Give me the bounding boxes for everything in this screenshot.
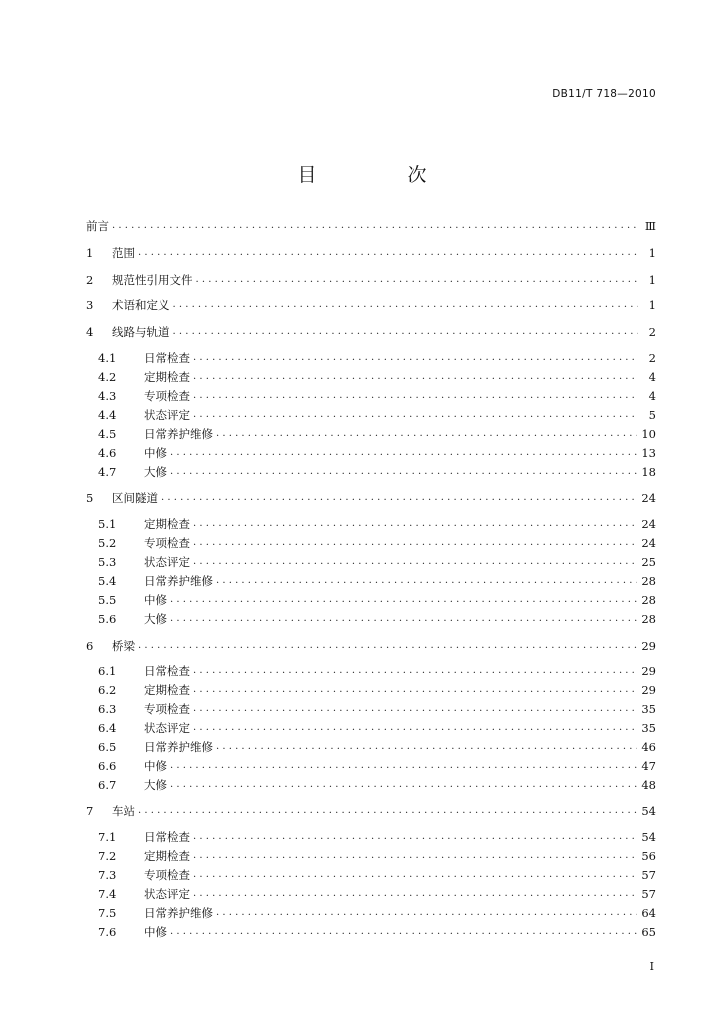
toc-leader-dots — [193, 662, 637, 680]
toc-entry-page: 4 — [648, 389, 656, 403]
toc-entry[interactable] — [86, 349, 656, 367]
toc-entry-number: 7.4 — [98, 887, 117, 901]
toc-entry-number: 6 — [86, 639, 94, 653]
toc-entry[interactable] — [86, 923, 656, 941]
toc-entry-title: 中修 — [144, 759, 167, 773]
toc-entry-page: 24 — [641, 491, 656, 505]
toc-leader-dots — [193, 847, 637, 865]
document-code: DB11/T 718—2010 — [552, 88, 656, 100]
toc-entry-number: 6.6 — [98, 759, 117, 773]
toc-entry-page: 28 — [641, 593, 656, 607]
toc-entry-page: 24 — [641, 536, 656, 550]
toc-entry[interactable] — [86, 217, 656, 235]
toc-entry-title: 定期检查 — [144, 370, 190, 384]
toc-entry[interactable] — [86, 444, 656, 462]
toc-entry[interactable] — [86, 515, 656, 533]
toc-entry[interactable] — [86, 406, 656, 424]
toc-entry[interactable] — [86, 425, 656, 443]
toc-entry[interactable] — [86, 885, 656, 903]
toc-entry-title: 规范性引用文件 — [112, 273, 193, 287]
toc-entry-page: 54 — [641, 830, 656, 844]
toc-leader-dots — [170, 757, 637, 775]
toc-entry-title: 大修 — [144, 778, 167, 792]
toc-entry-title: 区间隧道 — [112, 491, 158, 505]
toc-leader-dots — [170, 444, 637, 462]
toc-entry[interactable] — [86, 866, 656, 884]
toc-entry-number: 5.2 — [98, 536, 117, 550]
toc-entry-page: 35 — [641, 702, 656, 716]
toc-entry-page: 2 — [648, 325, 656, 339]
toc-leader-dots — [112, 217, 638, 235]
toc-leader-dots — [216, 572, 637, 590]
toc-entry-number: 7 — [86, 804, 94, 818]
toc-entry-page: 28 — [641, 612, 656, 626]
toc-entry-title: 大修 — [144, 612, 167, 626]
toc-entry[interactable] — [86, 463, 656, 481]
toc-entry-page: 13 — [641, 446, 656, 460]
toc-entry-title: 大修 — [144, 465, 167, 479]
toc-entry-title: 日常检查 — [144, 351, 190, 365]
toc-entry-page: 10 — [641, 427, 656, 441]
toc-entry-number: 7.5 — [98, 906, 117, 920]
toc-leader-dots — [193, 515, 637, 533]
toc-entry-number: 5.6 — [98, 612, 117, 626]
toc-entry-title: 状态评定 — [144, 887, 190, 901]
toc-leader-dots — [193, 681, 637, 699]
toc-leader-dots — [193, 700, 637, 718]
toc-leader-dots — [170, 776, 637, 794]
toc-entry[interactable] — [86, 847, 656, 865]
toc-entry[interactable] — [86, 244, 656, 262]
toc-entry-page: 64 — [641, 906, 656, 920]
toc-entry[interactable] — [86, 776, 656, 794]
toc-leader-dots — [216, 904, 637, 922]
toc-entry-title: 术语和定义 — [112, 298, 170, 312]
toc-entry-page: 65 — [641, 925, 656, 939]
toc-entry-title: 日常养护维修 — [144, 574, 213, 588]
toc-entry-title: 车站 — [112, 804, 135, 818]
toc-entry-page: 57 — [641, 887, 656, 901]
toc-entry-title: 日常检查 — [144, 664, 190, 678]
toc-leader-dots — [170, 923, 637, 941]
toc-entry-title: 前言 — [86, 219, 109, 233]
toc-entry-title: 中修 — [144, 925, 167, 939]
toc-entry-title: 中修 — [144, 593, 167, 607]
toc-entry-page: 48 — [641, 778, 656, 792]
toc-entry-title: 定期检查 — [144, 849, 190, 863]
toc-entry[interactable] — [86, 637, 656, 655]
toc-entry-number: 7.1 — [98, 830, 117, 844]
toc-entry-number: 6.7 — [98, 778, 117, 792]
toc-leader-dots — [193, 349, 638, 367]
toc-entry-title: 专项检查 — [144, 536, 190, 550]
toc-entry-number: 6.2 — [98, 683, 117, 697]
toc-entry-page: 54 — [641, 804, 656, 818]
toc-entry[interactable] — [86, 738, 656, 756]
toc-entry[interactable] — [86, 681, 656, 699]
toc-entry-number: 6.1 — [98, 664, 117, 678]
toc-entry-page: 1 — [648, 298, 656, 312]
toc-leader-dots — [170, 591, 637, 609]
toc-entry[interactable] — [86, 271, 656, 289]
toc-entry-number: 1 — [86, 246, 94, 260]
toc-entry[interactable] — [86, 828, 656, 846]
toc-leader-dots — [170, 463, 637, 481]
toc-entry[interactable] — [86, 591, 656, 609]
toc-entry-page: 1 — [648, 246, 656, 260]
page-number: I — [649, 960, 654, 973]
toc-entry[interactable] — [86, 323, 656, 341]
toc-entry-number: 5 — [86, 491, 94, 505]
toc-leader-dots — [196, 271, 639, 289]
toc-entry-title: 状态评定 — [144, 555, 190, 569]
toc-leader-dots — [193, 406, 638, 424]
toc-entry[interactable] — [86, 700, 656, 718]
toc-entry-page: 57 — [641, 868, 656, 882]
toc-leader-dots — [138, 244, 638, 262]
toc-leader-dots — [161, 489, 637, 507]
toc-entry-title: 范围 — [112, 246, 135, 260]
toc-entry-number: 6.3 — [98, 702, 117, 716]
toc-leader-dots — [193, 387, 638, 405]
toc-entry-number: 6.5 — [98, 740, 117, 754]
toc-entry-number: 5.5 — [98, 593, 117, 607]
toc-entry-number: 4.2 — [98, 370, 117, 384]
toc-entry-page: 56 — [641, 849, 656, 863]
toc-entry-number: 4.7 — [98, 465, 117, 479]
toc-entry-number: 5.3 — [98, 555, 117, 569]
toc-entry-title: 日常养护维修 — [144, 740, 213, 754]
toc-entry-title: 桥梁 — [112, 639, 135, 653]
toc-entry-page: 5 — [648, 408, 656, 422]
toc-entry-number: 4.3 — [98, 389, 117, 403]
toc-leader-dots — [170, 610, 637, 628]
toc-leader-dots — [193, 885, 637, 903]
toc-entry-number: 2 — [86, 273, 94, 287]
toc-leader-dots — [193, 866, 637, 884]
toc-entry-page: 2 — [648, 351, 656, 365]
toc-entry[interactable] — [86, 387, 656, 405]
toc-entry-number: 4.1 — [98, 351, 117, 365]
toc-leader-dots — [173, 296, 639, 314]
toc-leader-dots — [173, 323, 639, 341]
toc-leader-dots — [138, 802, 637, 820]
toc-entry[interactable] — [86, 904, 656, 922]
toc-entry-number: 6.4 — [98, 721, 117, 735]
toc-entry[interactable] — [86, 553, 656, 571]
toc-entry-title: 日常检查 — [144, 830, 190, 844]
toc-entry[interactable] — [86, 757, 656, 775]
toc-heading: 目 次 — [297, 164, 463, 186]
toc-entry-title: 日常养护维修 — [144, 906, 213, 920]
toc-entry-page: 25 — [641, 555, 656, 569]
toc-leader-dots — [138, 637, 637, 655]
toc-entry-page: Ⅲ — [644, 219, 656, 233]
toc-entry-number: 4 — [86, 325, 94, 339]
toc-entry-number: 4.5 — [98, 427, 117, 441]
toc-entry-title: 专项检查 — [144, 702, 190, 716]
toc-entry-title: 线路与轨道 — [112, 325, 170, 339]
toc-entry-page: 29 — [641, 664, 656, 678]
toc-entry[interactable] — [86, 802, 656, 820]
toc-entry-title: 专项检查 — [144, 389, 190, 403]
toc-entry-page: 4 — [648, 370, 656, 384]
toc-leader-dots — [216, 738, 637, 756]
toc-entry-title: 中修 — [144, 446, 167, 460]
toc-entry[interactable] — [86, 610, 656, 628]
toc-entry-number: 4.6 — [98, 446, 117, 460]
toc-entry-page: 29 — [641, 683, 656, 697]
toc-entry-number: 5.4 — [98, 574, 117, 588]
toc-entry-number: 5.1 — [98, 517, 117, 531]
toc-entry-number: 4.4 — [98, 408, 117, 422]
toc-entry-title: 日常养护维修 — [144, 427, 213, 441]
toc-leader-dots — [193, 828, 637, 846]
toc-entry-title: 定期检查 — [144, 683, 190, 697]
toc-entry-page: 1 — [648, 273, 656, 287]
toc-entry-title: 状态评定 — [144, 408, 190, 422]
toc-leader-dots — [193, 534, 637, 552]
toc-entry-title: 专项检查 — [144, 868, 190, 882]
toc-entry[interactable] — [86, 572, 656, 590]
toc-entry-page: 35 — [641, 721, 656, 735]
toc-leader-dots — [193, 368, 638, 386]
toc-entry-number: 7.6 — [98, 925, 117, 939]
toc-entry-title: 定期检查 — [144, 517, 190, 531]
toc-entry[interactable] — [86, 296, 656, 314]
toc-entry-number: 7.2 — [98, 849, 117, 863]
toc-entry-number: 7.3 — [98, 868, 117, 882]
toc-entry-page: 47 — [641, 759, 656, 773]
toc-leader-dots — [193, 719, 637, 737]
toc-entry-title: 状态评定 — [144, 721, 190, 735]
toc-entry[interactable] — [86, 662, 656, 680]
toc-entry-number: 3 — [86, 298, 94, 312]
toc-entry-page: 18 — [641, 465, 656, 479]
toc-leader-dots — [216, 425, 637, 443]
toc-entry[interactable] — [86, 719, 656, 737]
toc-entry-page: 24 — [641, 517, 656, 531]
toc-entry[interactable] — [86, 534, 656, 552]
toc-entry[interactable] — [86, 489, 656, 507]
toc-leader-dots — [193, 553, 637, 571]
toc-entry-page: 28 — [641, 574, 656, 588]
toc-entry-page: 29 — [641, 639, 656, 653]
toc-entry-page: 46 — [641, 740, 656, 754]
toc-entry[interactable] — [86, 368, 656, 386]
